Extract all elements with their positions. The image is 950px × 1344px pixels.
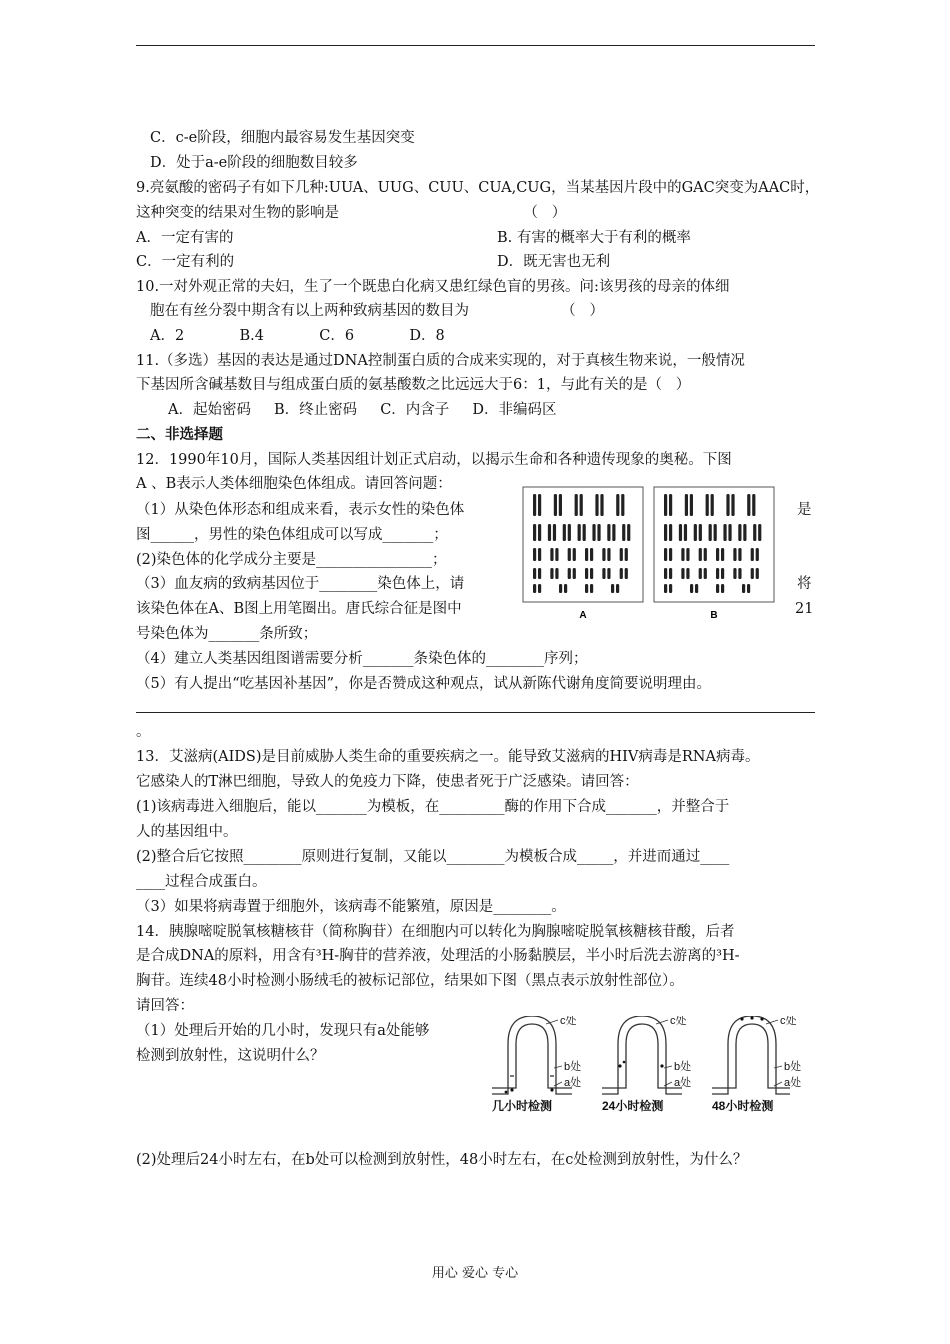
chromosome-glyph xyxy=(559,584,562,593)
villus-3-b-label: b处 xyxy=(784,1061,802,1073)
q13-part2-line: (2)整合后它按照________原则进行复制，又能以________为模板合成_____，并进而通过____ xyxy=(136,849,730,865)
chromosome-glyph xyxy=(548,524,551,541)
villus-3-a-label: a处 xyxy=(784,1077,802,1089)
chromosome-glyph xyxy=(726,494,729,516)
q14-part1-line-2: 检测到放射性，这说明什么？ xyxy=(136,1048,325,1064)
chromosome-glyph xyxy=(550,568,553,579)
chromosome-glyph xyxy=(600,494,603,516)
chromosome-glyph xyxy=(679,524,682,541)
chromosome-glyph xyxy=(716,548,719,561)
villus-3-caption: 48小时检测 xyxy=(712,1099,774,1113)
q12-part1-line: （1）从染色体形态和组成来看，表示女性的染色体 xyxy=(136,502,465,518)
chromosome-glyph xyxy=(573,568,576,579)
q9-option-b: B. 有害的概率大于有利的概率 xyxy=(497,230,691,246)
q12-part1-line-2: 图______，男性的染色体组成可以写成_______； xyxy=(136,527,448,543)
chromosome-glyph xyxy=(538,548,541,561)
chromosome-glyph xyxy=(616,494,619,516)
chromosome-glyph xyxy=(664,548,667,561)
chromosome-glyph xyxy=(669,568,672,579)
chromosome-glyph xyxy=(728,524,731,541)
villus-1-caption: 几小时检测 xyxy=(492,1099,553,1113)
question-11-line-2: 下基因所含碱基数目与组成蛋白质的氨基酸数之比远远大于6：1，与此有关的是（ ） xyxy=(136,377,691,393)
question-10-line-1: 10.一对外观正常的夫妇，生了一个既患白化病又患红绿色盲的男孩。问:该男孩的母亲的体细 xyxy=(136,279,730,295)
chromosome-glyph xyxy=(704,568,707,579)
chromosome-glyph xyxy=(555,548,558,561)
chromosome-glyph xyxy=(533,568,536,579)
question-9-line-2: 这种突变的结果对生物的影响是 （ ） xyxy=(136,205,567,221)
chromosome-glyph xyxy=(585,548,588,561)
q12-part3-line: （3）血友病的致病基因位于________染色体上，请 xyxy=(136,576,465,592)
q13-part1-line-2: 人的基因组中。 xyxy=(136,824,238,840)
question-10-line-2: 胞在有丝分裂中期含有以上两种致病基因的数目为 （ ） xyxy=(150,303,605,319)
question-13-line-2: 它感染人的T淋巴细胞，导致人的免疫力下降，使患者死于广泛感染。请回答： xyxy=(136,774,639,790)
chromosome-glyph xyxy=(669,584,672,593)
q9-option-a: A．一定有害的 xyxy=(136,230,234,246)
chromosome-glyph xyxy=(568,524,571,541)
chromosome-glyph xyxy=(550,548,553,561)
chromosome-glyph xyxy=(607,568,610,579)
villus-2 xyxy=(602,1016,682,1094)
chromosome-glyph xyxy=(538,494,541,516)
chromosome-glyph xyxy=(690,494,693,516)
chromosome-glyph xyxy=(585,568,588,579)
villi-figure xyxy=(484,1016,814,1114)
answer-end-mark: 。 xyxy=(136,724,151,740)
section-heading: 二、非选择题 xyxy=(136,426,223,443)
karyotype-label-b: B xyxy=(710,610,718,621)
q14-part2-line: (2)处理后24小时左右，在b处可以检测到放射性，48小时左右，在c处检测到放射性，为什么？ xyxy=(136,1152,748,1168)
q14-part1-line: （1）处理后开始的几小时，发现只有a处能够 xyxy=(136,1023,430,1039)
chromosome-glyph xyxy=(622,524,625,541)
q9-option-d: D．既无害也无利 xyxy=(497,254,611,270)
chromosome-glyph xyxy=(690,584,693,593)
villus-1-c-label: c处 xyxy=(560,1016,577,1027)
villus-1-a-label: a处 xyxy=(564,1077,582,1089)
villus-2-b-label: b处 xyxy=(674,1061,692,1073)
chromosome-glyph xyxy=(533,524,536,541)
chromosome-glyph xyxy=(592,524,595,541)
page-footer: 用心 爱心 专心 xyxy=(431,1266,519,1281)
chromosome-glyph xyxy=(555,568,558,579)
chromosome-glyph xyxy=(620,548,623,561)
chromosome-glyph xyxy=(669,548,672,561)
chromosome-glyph xyxy=(611,584,614,593)
villus-2-c-label: c处 xyxy=(670,1016,687,1027)
villus-2-a-label: a处 xyxy=(674,1077,692,1089)
chromosome-glyph xyxy=(742,584,745,593)
chromosome-glyph xyxy=(590,584,593,593)
chromosome-glyph xyxy=(756,548,759,561)
chromosome-glyph xyxy=(747,584,750,593)
q12-part3-tail: 将 xyxy=(797,576,812,592)
chromosome-glyph xyxy=(684,524,687,541)
q12-part3-tail-2: 21 xyxy=(795,601,814,617)
chromosome-glyph xyxy=(681,548,684,561)
answer-line xyxy=(136,712,815,713)
q9-option-c: C．一定有利的 xyxy=(136,254,235,270)
question-11-line-1: 11.（多选）基因的表达是通过DNA控制蛋白质的合成来实现的，对于真核生物来说，一般情况 xyxy=(136,353,745,369)
question-14-line-3: 胸苷。连续48小时检测小肠绒毛的被标记部位，结果如下图（黑点表示放射性部位）。 xyxy=(136,973,684,989)
chromosome-glyph xyxy=(602,548,605,561)
chromosome-glyph xyxy=(721,584,724,593)
chromosome-glyph xyxy=(533,494,536,516)
karyotype-figure xyxy=(520,484,782,624)
q12-part5-line: （5）有人提出“吃基因补基因”，你是否赞成这种观点，试从新陈代谢角度简要说明理由。 xyxy=(136,676,712,692)
q10-options: A．2 B.4 C．6 D．8 xyxy=(150,328,445,344)
chromosome-glyph xyxy=(699,524,702,541)
chromosome-glyph xyxy=(681,568,684,579)
chromosome-glyph xyxy=(721,548,724,561)
question-12-line-2: A 、B表示人类体细胞染色体组成。请回答问题： xyxy=(136,476,452,492)
chromosome-glyph xyxy=(694,524,697,541)
q12-part1-tail: 是 xyxy=(797,502,812,518)
villus-3 xyxy=(712,1016,790,1094)
chromosome-glyph xyxy=(706,494,709,516)
chromosome-glyph xyxy=(699,568,702,579)
question-14-line-1: 14．胰腺嘧啶脱氧核糖核苷（简称胸苷）在细胞内可以转化为胸腺嘧啶脱氧核糖核苷酸，后者 xyxy=(136,924,735,940)
question-9-line-1: 9.亮氨酸的密码子有如下几种:UUA、UUG、CUU、CUA,CUG，当某基因片段中的GAC突变为AAC时， xyxy=(136,180,820,196)
chromosome-glyph xyxy=(753,524,756,541)
chromosome-glyph xyxy=(607,548,610,561)
chromosome-glyph xyxy=(621,494,624,516)
chromosome-glyph xyxy=(583,524,586,541)
chromosome-glyph xyxy=(625,568,628,579)
chromosome-glyph xyxy=(669,494,672,516)
chromosome-glyph xyxy=(553,524,556,541)
chromosome-glyph xyxy=(686,568,689,579)
chromosome-glyph xyxy=(664,524,667,541)
q11-options: A．起始密码 B．终止密码 C．内含子 D．非编码区 xyxy=(168,402,557,418)
chromosome-glyph xyxy=(695,584,698,593)
chromosome-glyph xyxy=(747,494,750,516)
chromosome-glyph xyxy=(723,524,726,541)
chromosome-glyph xyxy=(733,548,736,561)
option-c-line: C．c-e阶段，细胞内最容易发生基因突变 xyxy=(150,130,415,146)
q13-part3-line: （3）如果将病毒置于细胞外，该病毒不能繁殖，原因是________。 xyxy=(136,899,566,915)
chromosome-glyph xyxy=(704,548,707,561)
chromosome-glyph xyxy=(616,584,619,593)
chromosome-glyph xyxy=(721,568,724,579)
chromosome-glyph xyxy=(699,548,702,561)
chromosome-glyph xyxy=(756,568,759,579)
q12-part3-line-2: 该染色体在A、B图上用笔圈出。唐氏综合征是图中 xyxy=(136,601,462,617)
chromosome-glyph xyxy=(751,548,754,561)
chromosome-glyph xyxy=(597,524,600,541)
chromosome-glyph xyxy=(564,584,567,593)
chromosome-glyph xyxy=(612,524,615,541)
chromosome-glyph xyxy=(664,584,667,593)
karyotype-label-a: A xyxy=(579,610,587,621)
chromosome-glyph xyxy=(686,548,689,561)
chromosome-glyph xyxy=(743,524,746,541)
chromosome-glyph xyxy=(669,524,672,541)
chromosome-glyph xyxy=(578,524,581,541)
question-12-line-1: 12．1990年10月，国际人类基因组计划正式启动，以揭示生命和各种遗传现象的奥秘。下图 xyxy=(136,452,732,468)
question-14-line-2: 是合成DNA的原料，用含有³H-胸苷的营养液，处理活的小肠黏膜层，半小时后洗去游离的³H- xyxy=(136,948,740,964)
question-14-line-4: 请回答： xyxy=(136,998,194,1014)
q13-part2-line-2: ____过程合成蛋白。 xyxy=(136,874,267,890)
option-d-line: D．处于a-e阶段的细胞数目较多 xyxy=(150,155,358,171)
chromosome-glyph xyxy=(568,568,571,579)
villus-1 xyxy=(492,1016,572,1094)
chromosome-glyph xyxy=(738,524,741,541)
chromosome-glyph xyxy=(752,494,755,516)
q13-part1-line: (1)该病毒进入细胞后，能以_______为模板，在_________酶的作用下合成_______，并整合于 xyxy=(136,799,730,815)
chromosome-glyph xyxy=(568,548,571,561)
chromosome-glyph xyxy=(602,568,605,579)
villus-3-c-label: c处 xyxy=(780,1016,797,1027)
chromosome-glyph xyxy=(664,494,667,516)
chromosome-glyph xyxy=(538,568,541,579)
chromosome-glyph xyxy=(607,524,610,541)
chromosome-glyph xyxy=(554,494,557,516)
chromosome-glyph xyxy=(738,568,741,579)
question-13-line-1: 13．艾滋病(AIDS)是目前威胁人类生命的重要疾病之一。能导致艾滋病的HIV病毒是RNA病毒。 xyxy=(136,749,760,765)
chromosome-glyph xyxy=(533,548,536,561)
chromosome-glyph xyxy=(559,494,562,516)
chromosome-glyph xyxy=(595,494,598,516)
chromosome-glyph xyxy=(716,568,719,579)
chromosome-glyph xyxy=(575,494,578,516)
chromosome-glyph xyxy=(585,584,588,593)
chromosome-glyph xyxy=(714,524,717,541)
chromosome-glyph xyxy=(709,524,712,541)
q12-part4-line: （4）建立人类基因组图谱需要分析_______条染色体的________序列； xyxy=(136,651,588,667)
chromosome-glyph xyxy=(625,548,628,561)
chromosome-glyph xyxy=(731,494,734,516)
q12-part2-line: (2)染色体的化学成分主要是________________； xyxy=(136,552,447,568)
chromosome-glyph xyxy=(685,494,688,516)
chromosome-glyph xyxy=(627,524,630,541)
chromosome-glyph xyxy=(538,524,541,541)
chromosome-glyph xyxy=(711,494,714,516)
chromosome-glyph xyxy=(664,568,667,579)
chromosome-glyph xyxy=(590,568,593,579)
chromosome-glyph xyxy=(580,494,583,516)
villus-2-caption: 24小时检测 xyxy=(602,1099,664,1113)
chromosome-glyph xyxy=(620,568,623,579)
q12-part3-line-3: 号染色体为_______条所致； xyxy=(136,626,318,642)
chromosome-glyph xyxy=(751,568,754,579)
chromosome-glyph xyxy=(563,524,566,541)
chromosome-glyph xyxy=(533,584,536,593)
chromosome-glyph xyxy=(716,584,719,593)
chromosome-glyph xyxy=(733,568,736,579)
chromosome-glyph xyxy=(538,584,541,593)
chromosome-glyph xyxy=(758,524,761,541)
header-rule xyxy=(136,45,815,46)
chromosome-glyph xyxy=(573,548,576,561)
chromosome-glyph xyxy=(738,548,741,561)
villus-1-b-label: b处 xyxy=(564,1061,582,1073)
chromosome-glyph xyxy=(590,548,593,561)
